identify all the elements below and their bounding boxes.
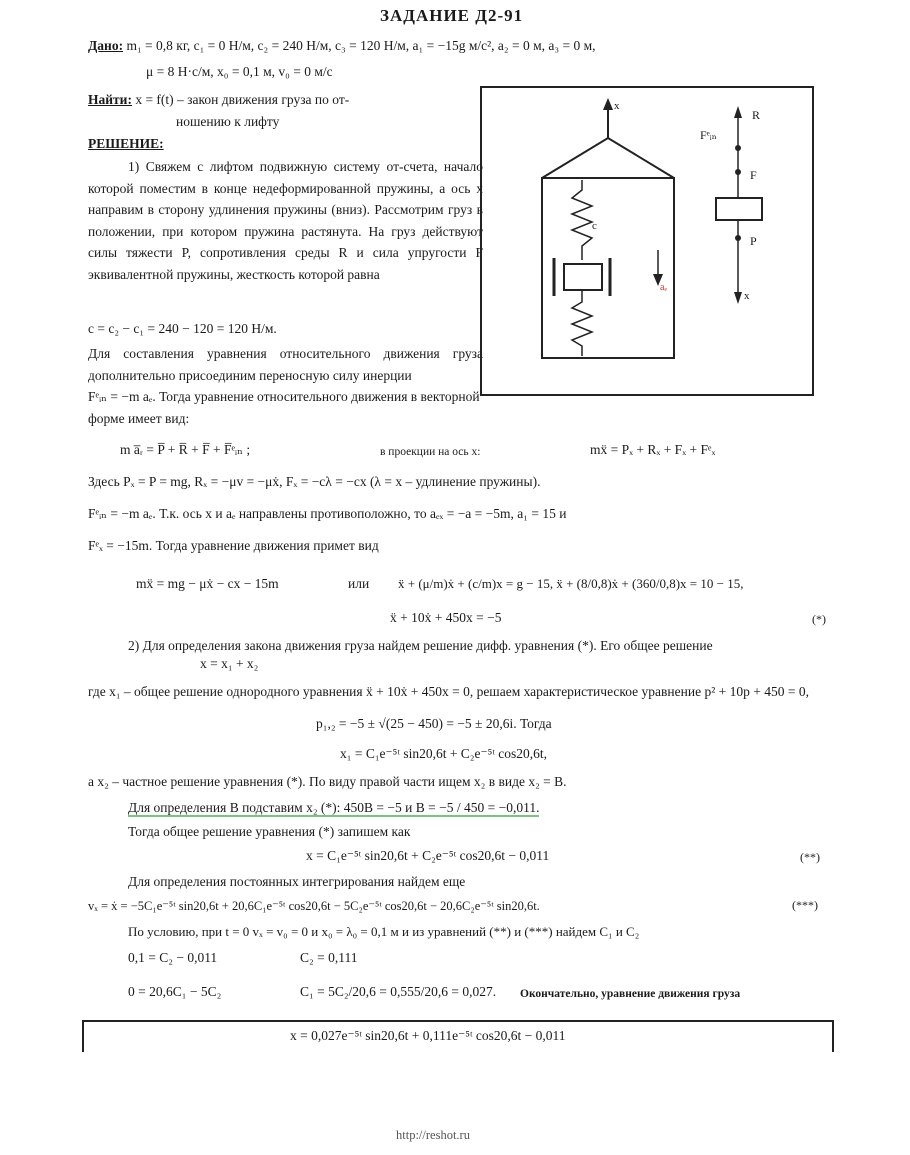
equation-tag-2: (**)	[800, 850, 820, 864]
stiffness-tail: Для составления уравнения относительного движения груза дополнительно присоединим переносную силу инерции	[88, 346, 483, 383]
fbd-point-1	[735, 145, 741, 151]
motion-equation-right: ẍ + (μ/m)ẋ + (c/m)x = g − 15, ẍ + (8/0,8)ẋ + (360/0,8)x = 10 − 15,	[398, 576, 744, 591]
given-values-1: m₁ = 0,8 кг, c₁ = 0 Н/м, c₂ = 240 Н/м, c₃ = 120 Н/м, a₁ = −15g м/с², a₂ = 0 м, a₃ = 0 м,	[126, 38, 596, 53]
or-text: или	[348, 576, 370, 591]
final-answer: x = 0,027e⁻⁵ᵗ sin20,6t + 0,111e⁻⁵ᵗ cos20,6t − 0,011	[290, 1028, 566, 1043]
find-line-1	[88, 92, 349, 108]
given-values-2: μ = 8 Н·с/м, x₀ = 0,1 м, v₀ = 0 м/с	[146, 64, 333, 79]
fbd-down-arrow-icon	[734, 292, 742, 304]
solution-paragraph-2: 2) Для определения закона движения груза найдем решение дифф. уравнения (*). Его общее решение	[128, 638, 713, 653]
projection-label: в проекции на ось x:	[380, 446, 481, 458]
substitution-line	[128, 800, 539, 816]
stiffness-line	[88, 321, 277, 337]
fbd-R-label: R	[752, 108, 761, 122]
axis-x-top-label: x	[614, 100, 620, 112]
given-label: Дано:	[88, 38, 124, 53]
motion-equation-final: ẍ + 10ẋ + 450x = −5	[390, 610, 502, 625]
projection-equation: mẍ = Pₓ + Rₓ + Fₓ + Fᵉₓ	[590, 442, 716, 457]
cabin-roof	[542, 138, 674, 178]
fbd-inertia-label: Fᵉᵢₙ	[700, 128, 717, 142]
particular-solution-text: а x₂ – частное решение уравнения (*). По виду правой части ищем x₂ в виде x₂ = B.	[88, 774, 567, 789]
fbd-point-3	[735, 235, 741, 241]
upper-spring	[572, 180, 592, 260]
fbd-point-2	[735, 169, 741, 175]
initial-conditions: По условию, при t = 0 vₓ = v₀ = 0 и x₀ = λ₀ = 0,1 м и из уравнений (**) и (***) найдем C₁ и C₂	[128, 924, 640, 939]
general-solution-form: x = x₁ + x₂	[200, 656, 259, 671]
homogeneous-text: где x₁ – общее решение однородного уравнения ẍ + 10ẋ + 450x = 0, решаем характеристическое уравнение p² + 10p + 450 = 0,	[88, 684, 809, 699]
equation-tag-3: (***)	[792, 898, 818, 912]
vector-equation: m a̅ᵣ = P̅ + R̅ + F̅ + F̅ᵉᵢₙ ;	[120, 442, 251, 457]
inertia-projection-line: Fᵉᵢₙ = −m aₑ. Т.к. ось x и aₑ направлены противоположно, то aₑₓ = −a = −5m, a₁ = 15 и	[88, 506, 567, 521]
elevator-cabin	[542, 178, 674, 358]
conclusion-text: Окончательно, уравнение движения груза	[520, 988, 741, 1000]
load-block	[564, 264, 602, 290]
characteristic-roots: p₁,₂ = −5 ± √(25 − 450) = −5 ± 20,6i. Тогда	[316, 716, 552, 731]
inertia-line	[88, 386, 483, 429]
page-title: ЗАДАНИЕ Д2-91	[380, 6, 524, 25]
constant-equation-1: 0,1 = C₂ − 0,011	[128, 950, 218, 965]
fbd-up-arrow-icon	[734, 106, 742, 118]
motion-equation-left: mẍ = mg − μẋ − cx − 15m	[136, 576, 279, 591]
find-text-1: x = f(t) – закон движения груза по от-	[135, 92, 350, 107]
general-solution-label: Тогда общее решение уравнения (*) запишем как	[128, 824, 411, 839]
mechanism-diagram	[482, 88, 812, 394]
fbd-P-label: P	[750, 234, 757, 248]
general-solution: x = C₁e⁻⁵ᵗ sin20,6t + C₂e⁻⁵ᵗ cos20,6t − 0,011	[306, 848, 550, 863]
constants-label: Для определения постоянных интегрирования найдем еще	[128, 874, 466, 889]
find-label: Найти:	[88, 92, 132, 107]
stiffness-formula: c = c₂ − c₁ = 240 − 120 = 120 Н/м.	[88, 321, 277, 336]
solution-label: РЕШЕНИЕ:	[88, 136, 164, 151]
velocity-equation: vₓ = ẋ = −5C₁e⁻⁵ᵗ sin20,6t + 20,6C₁e⁻⁵ᵗ cos20,6t − 5C₂e⁻⁵ᵗ cos20,6t − 20,6C₂e⁻⁵ᵗ sin20,6t.	[88, 899, 540, 913]
homogeneous-solution: x₁ = C₁e⁻⁵ᵗ sin20,6t + C₂e⁻⁵ᵗ cos20,6t,	[340, 746, 548, 761]
solution-paragraph-1: 1) Свяжем с лифтом подвижную систему от-счета, начало которой поместим в конце недеформированной пружины, а ось x направим в сторону удлинения пружины (вниз). Рассмотрим груз в положении, при котором пружина растянута. На груз действуют силы тяжести P, сопротивления среды R и сила упругости F эквивалентной пружины, жесткость которой равна	[88, 159, 483, 282]
given-line-1	[88, 38, 596, 54]
inertia-projection-result: Fᵉₓ = −15m. Тогда уравнение движения примет вид	[88, 538, 379, 553]
constant-equation-2: 0 = 20,6C₁ − 5C₂	[128, 984, 222, 999]
substitution-text: Для определения B подставим x₂ (*): 450B = −5 и B = −5 / 450 = −0,011.	[128, 800, 540, 815]
fbd-block	[716, 198, 762, 220]
acceleration-label: aₑ	[660, 282, 668, 293]
fbd-x-label: x	[744, 290, 750, 302]
constant-result-1: C₂ = 0,111	[300, 950, 358, 965]
lower-spring	[572, 290, 592, 356]
equation-tag-1: (*)	[812, 612, 826, 626]
figure-box	[480, 86, 814, 396]
inertia-formula: Fᵉᵢₙ = −m aₑ.	[88, 389, 156, 404]
constant-result-2: C₁ = 5C₂/20,6 = 0,555/20,6 = 0,027.	[300, 984, 497, 999]
where-line: Здесь Pₓ = P = mg, Rₓ = −μv = −μẋ, Fₓ = −cλ = −cx (λ = x – удлинение пружины).	[88, 474, 541, 489]
inertia-tail: Тогда уравнение относительного движения в векторной форме имеет вид:	[88, 389, 480, 426]
spring-label: c	[592, 220, 597, 232]
footer-url[interactable]: http://reshot.ru	[396, 1128, 470, 1142]
up-arrow-icon	[603, 98, 613, 110]
find-text-2: ношению к лифту	[176, 114, 280, 129]
fbd-F-label: F	[750, 168, 757, 182]
